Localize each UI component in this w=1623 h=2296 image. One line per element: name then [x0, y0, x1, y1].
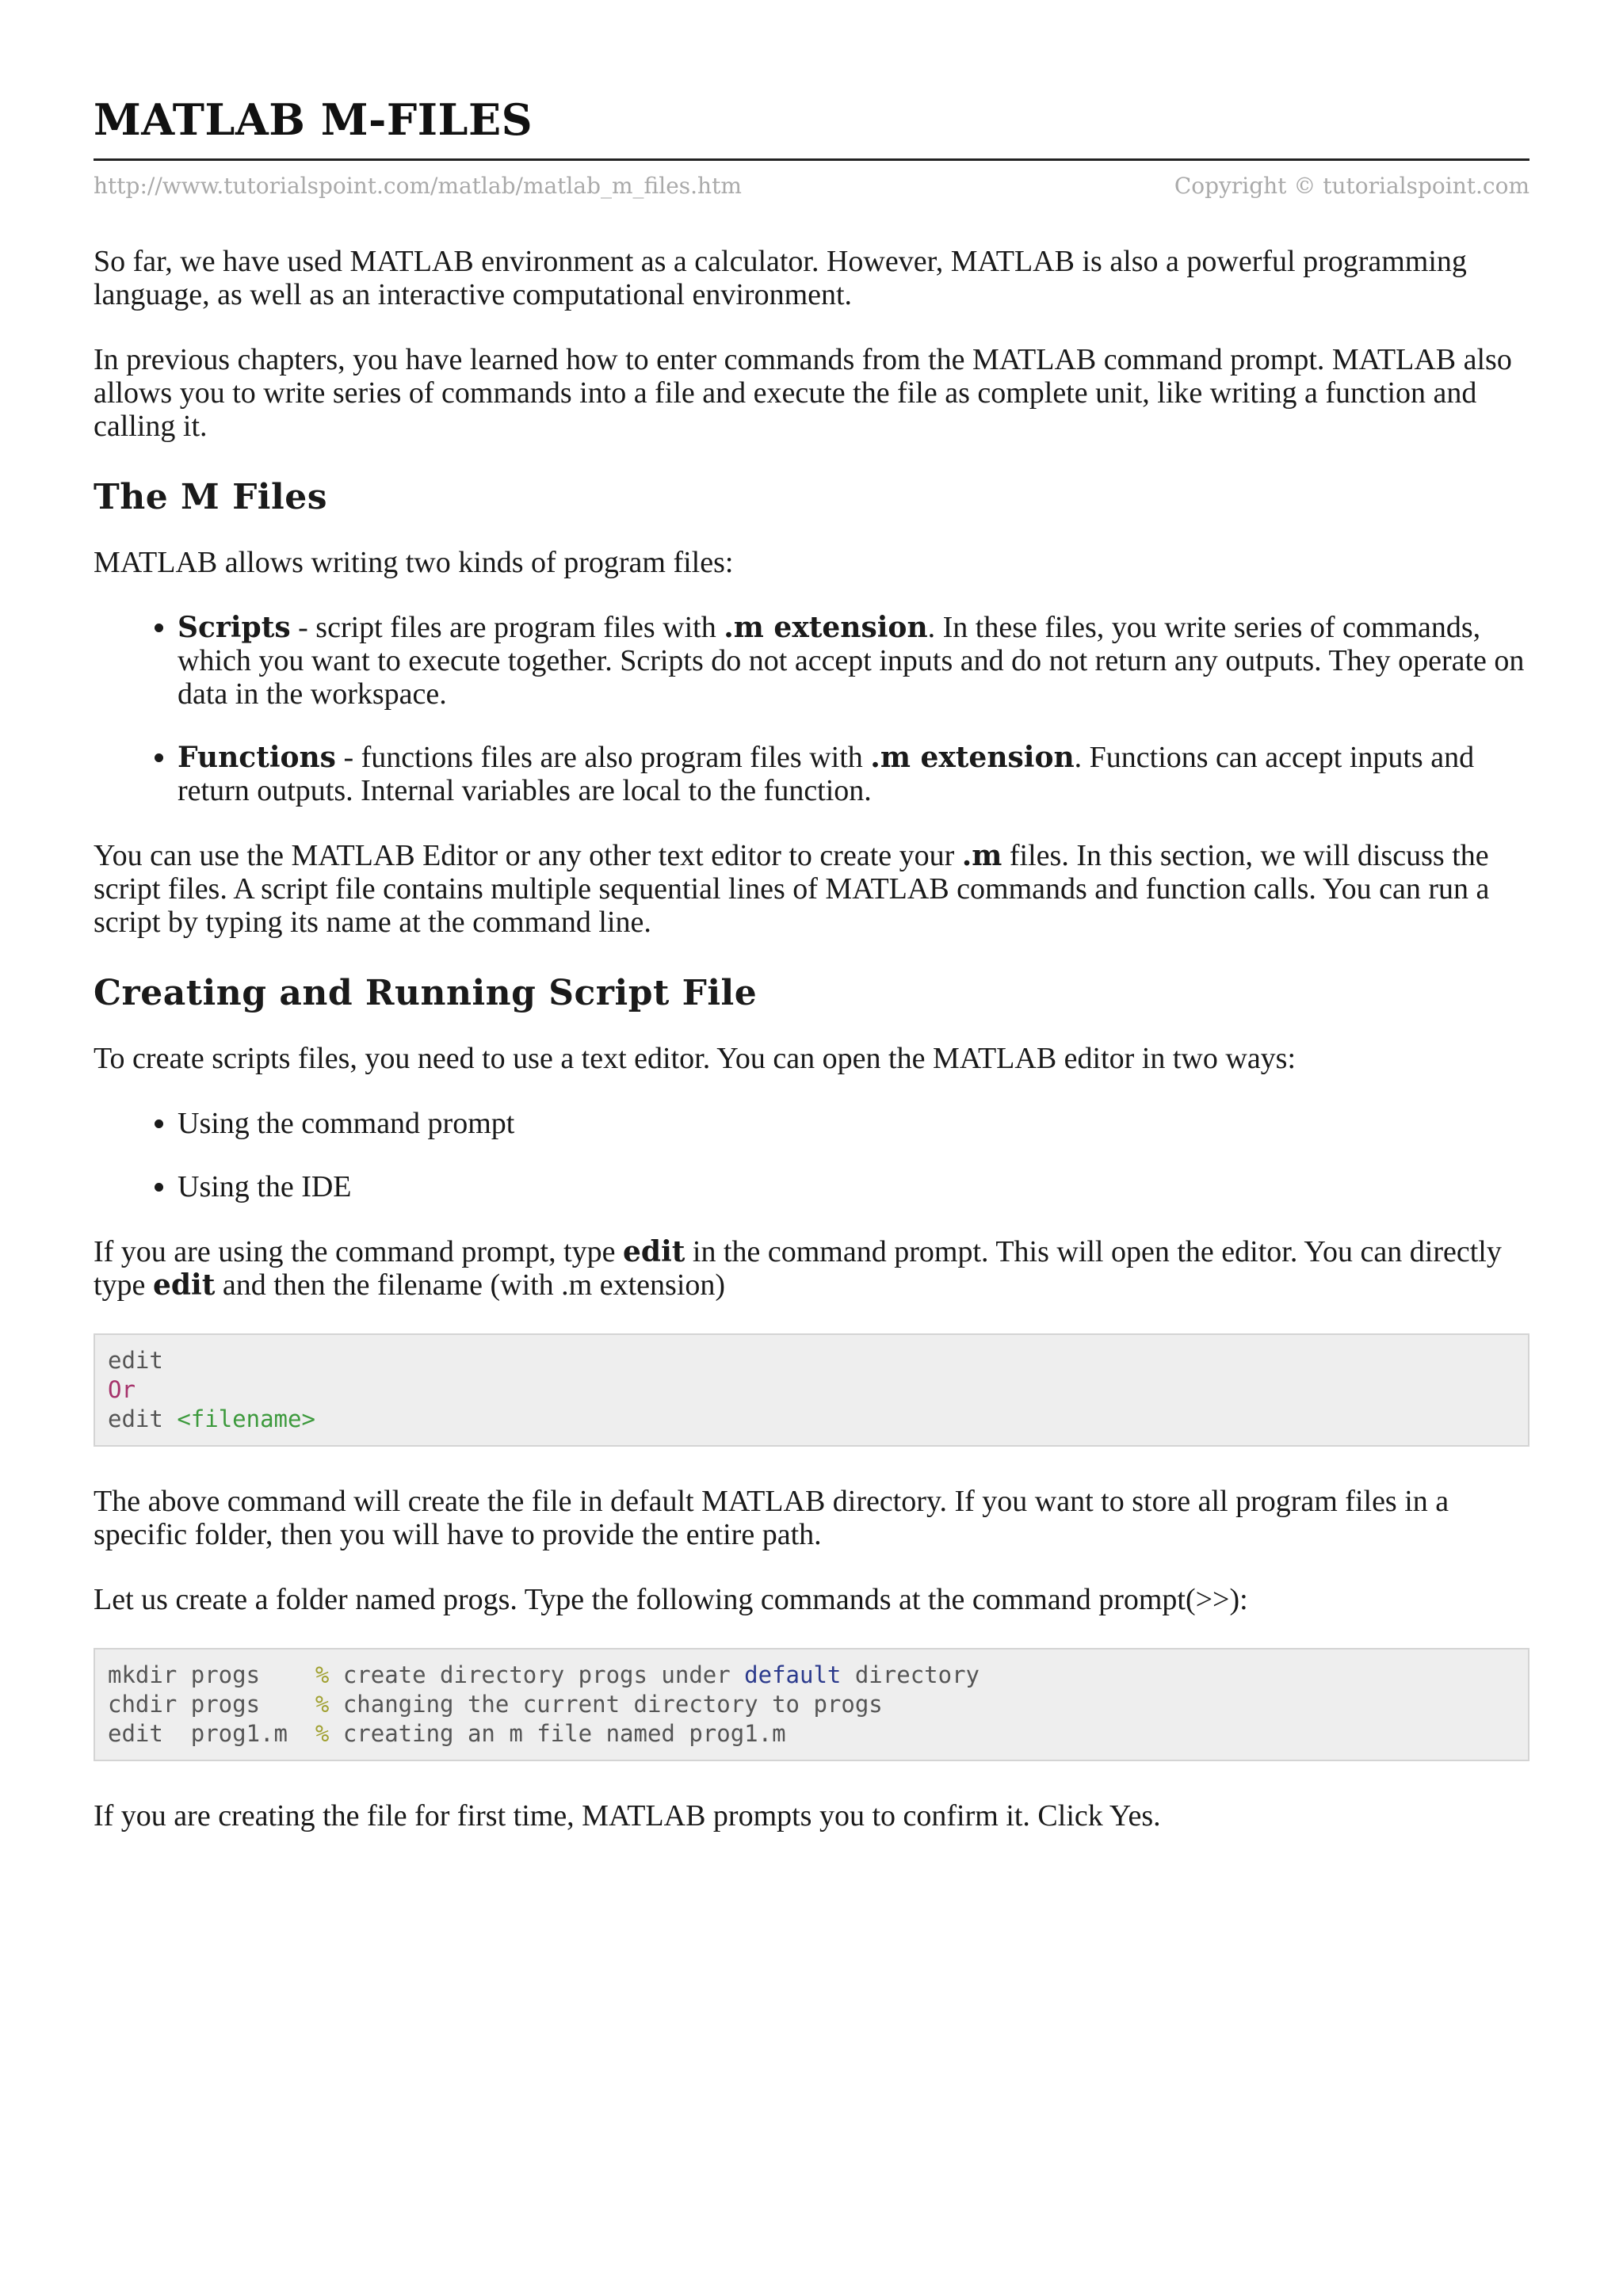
edit-text-a: If you are using the command prompt, type	[94, 1235, 624, 1268]
page-title: MATLAB M-FILES	[94, 94, 533, 145]
edit-keyword: edit	[152, 1268, 216, 1302]
editor-ways-list	[94, 1107, 1529, 1203]
m-extension: .m	[961, 839, 1002, 872]
intro-paragraph-2: In previous chapters, you have learned how to enter commands from the MATLAB command prompt. MATLAB also allows you to write series of commands into a file and execute the file as complete unit, like writing a function and calling it.	[94, 343, 1512, 443]
code-command: edit	[108, 1405, 178, 1432]
code-block-mkdir	[94, 1648, 1529, 1761]
editor-text-a: You can use the MATLAB Editor or any other text editor to create your	[94, 839, 962, 872]
page-meta	[94, 170, 1529, 202]
code-comment: create directory progs under	[329, 1661, 745, 1688]
scripts-extension: .m extension	[724, 611, 928, 644]
edit-paragraph	[94, 1235, 1529, 1302]
code-comment: changing the current directory to progs	[329, 1691, 883, 1718]
source-url[interactable]: http://www.tutorialspoint.com/matlab/matlab_m_files.htm	[94, 173, 742, 199]
functions-term: Functions	[178, 741, 336, 774]
main-content	[94, 245, 1529, 1833]
code-command: edit prog1.m	[108, 1720, 315, 1747]
list-item-functions	[178, 741, 1529, 807]
list-item: • Using the command prompt	[178, 1107, 1529, 1140]
code-keyword: default	[744, 1661, 842, 1688]
scripts-text-b: . In these files, you write series of commands, which you want to execute together. Scripts do not accept inputs and do not return any outputs. They operate on data in the workspace.	[178, 611, 1525, 711]
scripts-term: Scripts	[178, 611, 291, 644]
confirm-paragraph: If you are creating the file for first time, MATLAB prompts you to confirm it. Click Yes.	[94, 1799, 1161, 1833]
code-line: Or	[108, 1376, 136, 1403]
functions-extension: .m extension	[870, 741, 1075, 774]
editor-text-b: files. In this section, we will discuss the script files. A script file contains multiple sequential lines of MATLAB commands and function calls. You can run a script by typing its name at the command line.	[94, 839, 1490, 939]
functions-text-a: - functions files are also program files with	[335, 741, 871, 774]
m-files-lead: MATLAB allows writing two kinds of program files:	[94, 546, 734, 579]
scripts-text-a: - script files are program files with	[290, 611, 724, 644]
comment-marker: %	[315, 1720, 330, 1747]
section-heading-m-files: The M Files	[94, 477, 328, 517]
code-command: mkdir progs	[108, 1661, 315, 1688]
code-comment: directory	[841, 1661, 980, 1688]
editor-paragraph	[94, 839, 1529, 939]
list-item: • Using the IDE	[178, 1170, 1529, 1203]
comment-marker: %	[315, 1661, 330, 1688]
default-dir-paragraph: The above command will create the file in default MATLAB directory. If you want to store all program files in a specific folder, then you will have to provide the entire path.	[94, 1485, 1449, 1551]
creating-lead: To create scripts files, you need to use a text editor. You can open the MATLAB editor in two ways:	[94, 1042, 1296, 1075]
list-item-scripts	[178, 611, 1529, 711]
edit-text-b: in the command prompt. This will open the editor. You can directly type	[94, 1235, 1502, 1302]
intro-paragraph-1: So far, we have used MATLAB environment as a calculator. However, MATLAB is also a powerful programming language, as well as an interactive computational environment.	[94, 245, 1467, 311]
title-rule	[94, 158, 1529, 161]
code-block-edit	[94, 1333, 1529, 1447]
section-heading-creating: Creating and Running Script File	[94, 973, 758, 1013]
copyright-notice: Copyright © tutorialspoint.com	[1174, 173, 1529, 199]
functions-text-b: . Functions can accept inputs and return outputs. Internal variables are local to the function.	[178, 741, 1475, 807]
code-comment: creating an m file named prog1.m	[329, 1720, 786, 1747]
edit-text-c: and then the filename (with .m extension)	[215, 1268, 726, 1302]
edit-keyword: edit	[623, 1235, 685, 1268]
code-argument: <filename>	[177, 1405, 315, 1432]
code-line: edit	[108, 1347, 163, 1374]
code-command: chdir progs	[108, 1691, 315, 1718]
file-kinds-list	[94, 611, 1529, 807]
comment-marker: %	[315, 1691, 330, 1718]
folder-paragraph: Let us create a folder named progs. Type the following commands at the command prompt(>>):	[94, 1583, 1248, 1616]
